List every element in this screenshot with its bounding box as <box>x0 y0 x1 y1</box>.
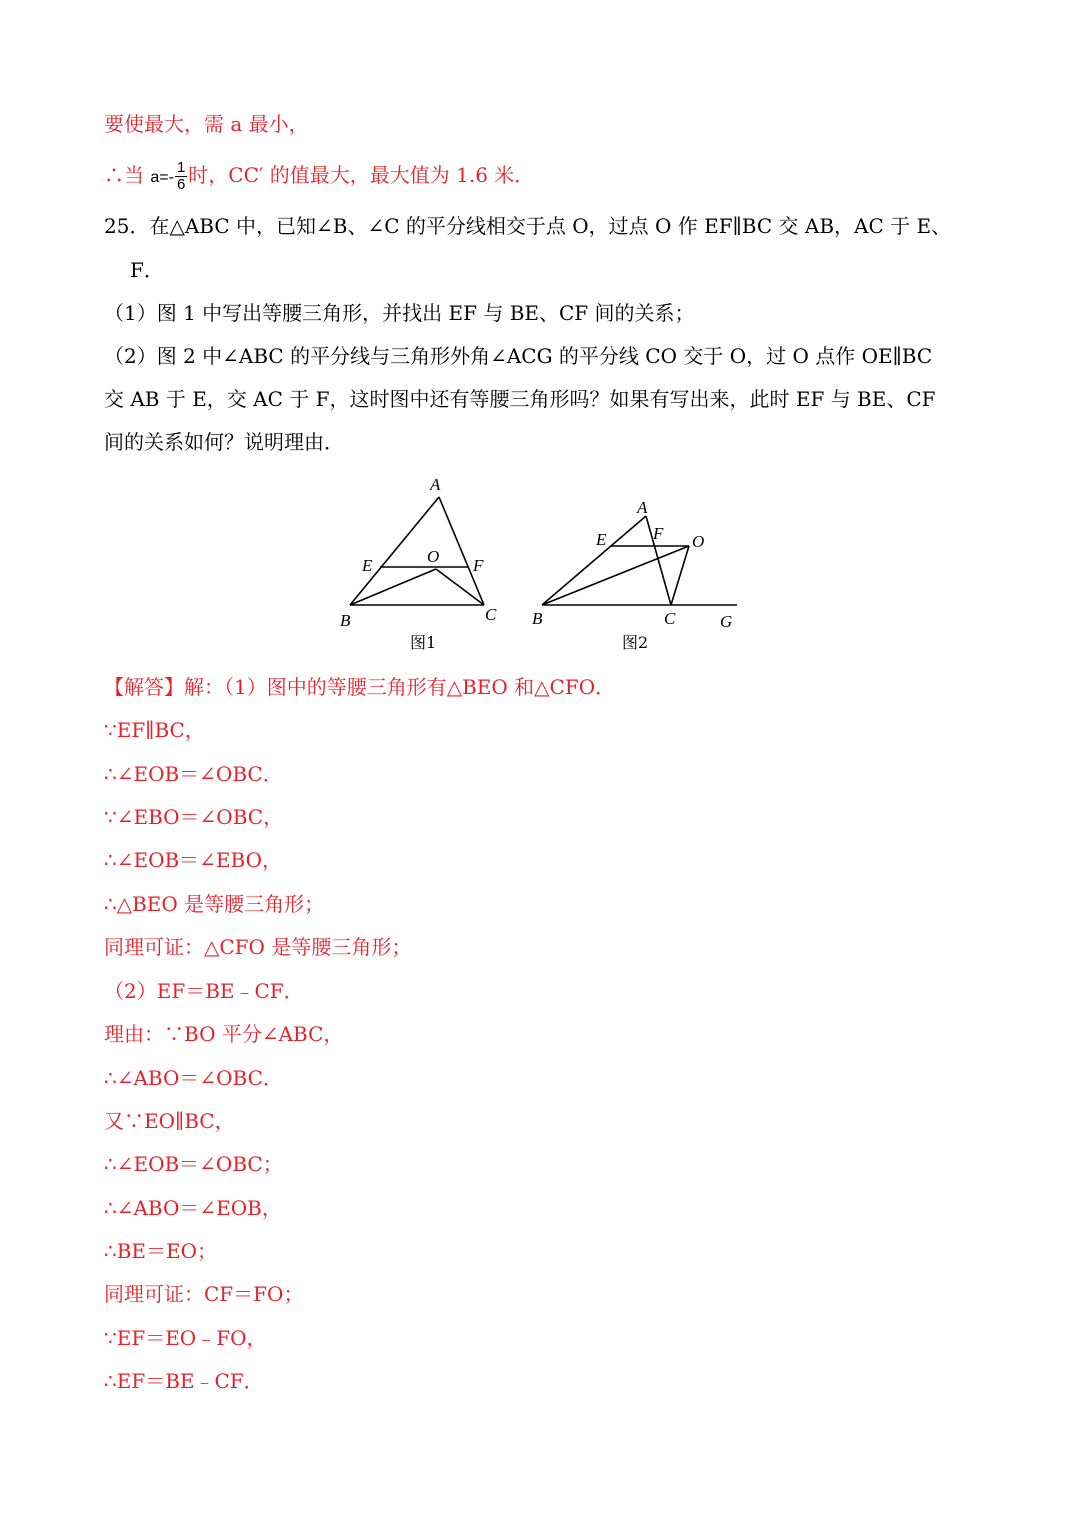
fraction-numerator: 1 <box>176 159 186 176</box>
fig2-label-a: A <box>637 498 648 517</box>
solution-line: 【解答】解：（1）图中的等腰三角形有△BEO 和△CFO． <box>104 675 616 699</box>
solution-line: ∵EF＝EO﹣FO， <box>104 1326 267 1350</box>
solution-line: ∵EF∥BC， <box>104 718 205 742</box>
minus-sign: - <box>168 169 174 186</box>
solution-line: 理由：∵BO 平分∠ABC， <box>104 1022 344 1046</box>
fig1-label-o: O <box>427 547 440 566</box>
fraction-denominator: 6 <box>176 176 186 193</box>
fig2-side-ab <box>542 516 646 605</box>
problem-line-1: 25．在△ABC 中，已知∠B、∠C 的平分线相交于点 O，过点 O 作 EF∥BC 交 AB，AC 于 E、 <box>104 214 952 238</box>
fig2-caption: 图2 <box>622 633 649 652</box>
solution-line: ∴∠EOB＝∠EBO， <box>104 848 282 872</box>
solution-line: ∴EF＝BE﹣CF． <box>104 1369 264 1393</box>
fig1-label-f: F <box>473 556 484 575</box>
solution-line: 同理可证：△CFO 是等腰三角形； <box>104 935 412 959</box>
solution-line: 又∵EO∥BC， <box>104 1109 235 1133</box>
problem-part-2-line-2: 交 AB 于 E，交 AC 于 F，这时图中还有等腰三角形吗？如果有写出来，此时 EF 与 BE、CF <box>104 387 936 411</box>
answer-text: 要使最大，需 a 最小， <box>104 112 309 136</box>
solution-line: 同理可证：CF＝FO； <box>104 1282 304 1306</box>
fig1-caption: 图1 <box>410 633 437 652</box>
solution-line: ∴BE＝EO； <box>104 1239 218 1263</box>
figure-2 <box>542 516 737 605</box>
fig1-side-ab <box>350 497 439 605</box>
fig2-segment-bo <box>542 546 689 605</box>
problem-line-2: F． <box>130 258 164 282</box>
solution-line: ∵∠EBO＝∠OBC， <box>104 805 284 829</box>
a-equals: a= <box>150 169 169 186</box>
problem-part-2-line-1: （2）图 2 中∠ABC 的平分线与三角形外角∠ACG 的平分线 CO 交于 O，过 O 点作 OE∥BC <box>104 344 933 368</box>
solution-line: ∴△BEO 是等腰三角形； <box>104 892 325 916</box>
figure-1 <box>350 497 484 605</box>
solution-line: ∴∠ABO＝∠OBC． <box>104 1066 283 1090</box>
therefore-when: ∴当 <box>104 163 144 187</box>
solution-line: ∴∠EOB＝∠OBC； <box>104 1152 283 1176</box>
problem-part-2-line-3: 间的关系如何？说明理由． <box>104 430 344 454</box>
fig1-label-e: E <box>362 556 373 575</box>
problem-part-1: （1）图 1 中写出等腰三角形，并找出 EF 与 BE、CF 间的关系； <box>104 301 695 325</box>
fig2-label-o: O <box>692 532 705 551</box>
solution-line: （2）EF＝BE﹣CF． <box>104 979 304 1003</box>
fig2-label-c: C <box>664 609 676 628</box>
solution-line: ∴∠EOB＝∠OBC． <box>104 762 283 786</box>
max-value-text: 时，CC′ 的值最大，最大值为 1.6 米． <box>188 163 535 187</box>
solution-line: ∴∠ABO＝∠EOB， <box>104 1196 282 1220</box>
fig2-label-g: G <box>720 612 733 631</box>
fig2-segment-co <box>671 546 689 605</box>
fig1-label-c: C <box>485 605 497 624</box>
fig1-label-a: A <box>430 475 441 494</box>
fig2-label-f: F <box>653 524 664 543</box>
fig1-label-b: B <box>340 611 351 630</box>
fig2-label-e: E <box>596 530 607 549</box>
fig2-label-b: B <box>532 609 543 628</box>
